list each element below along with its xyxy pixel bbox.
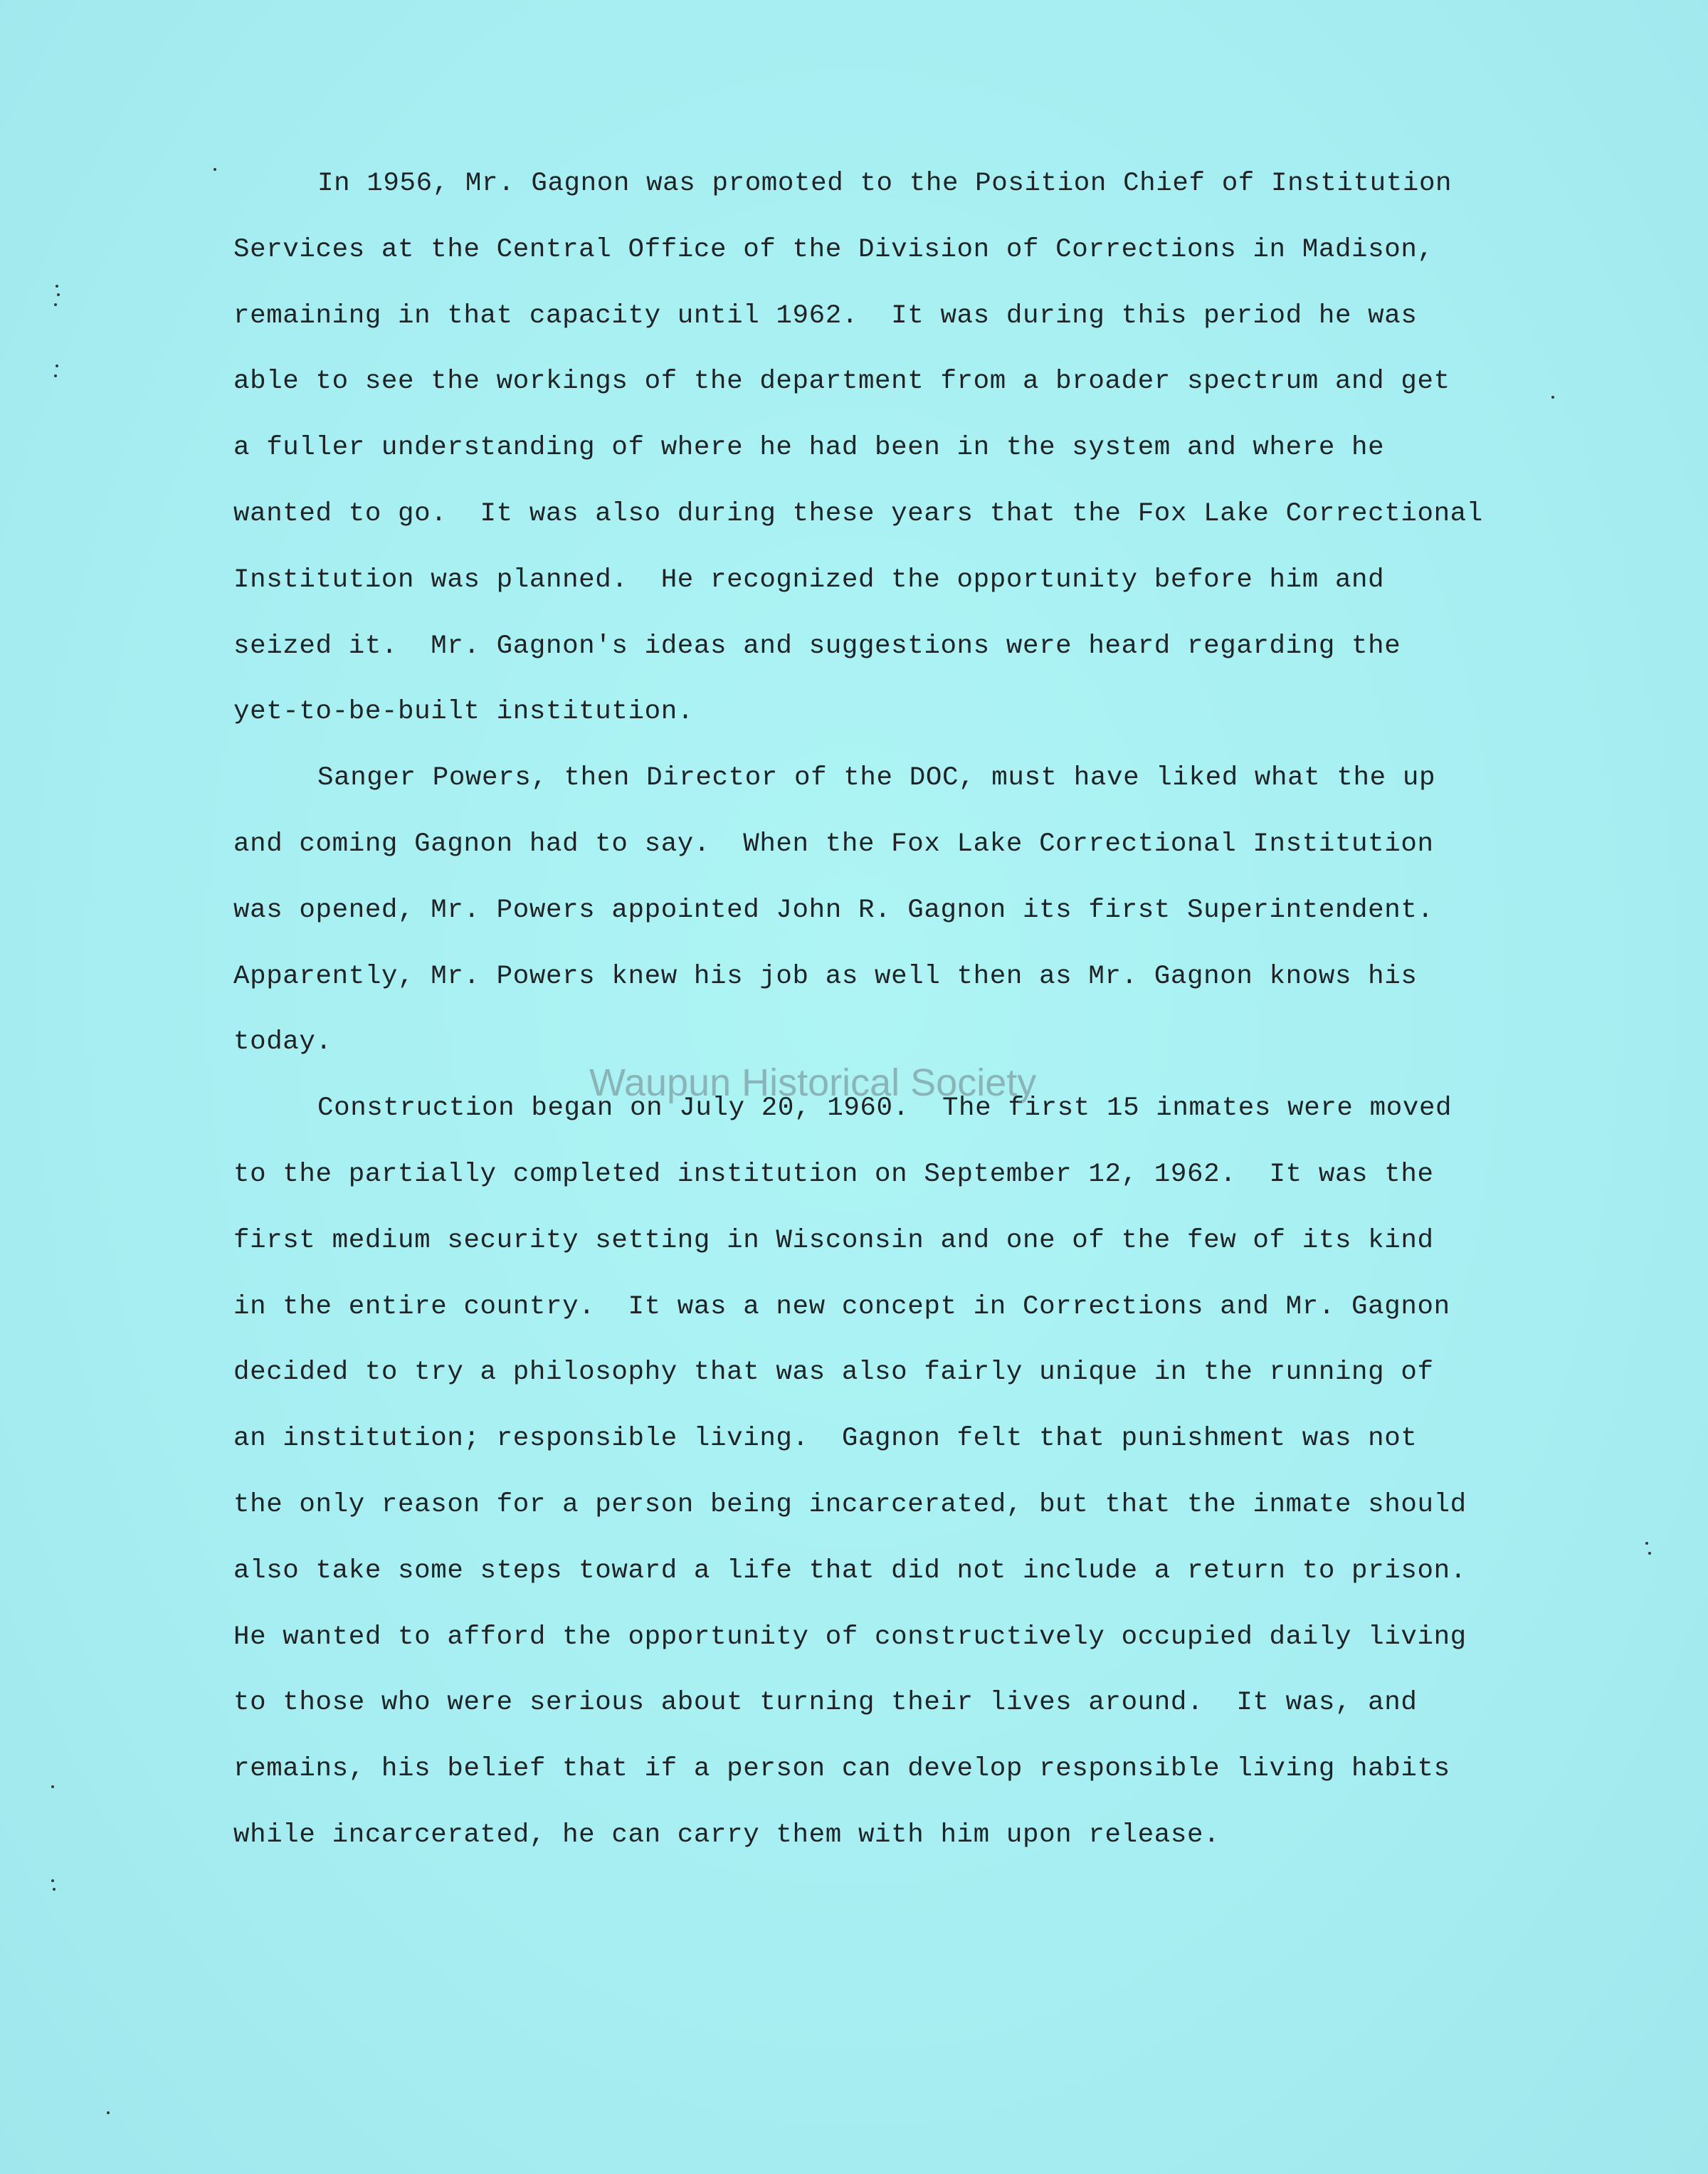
text-line: in the entire country. It was a new concept in Corrections and Mr. Gagnon [233,1291,1450,1322]
text-line: Apparently, Mr. Powers knew his job as well then as Mr. Gagnon knows his [233,961,1418,992]
text-line: was opened, Mr. Powers appointed John R. Gagnon its first Superintendent. [233,895,1434,925]
scan-speck [51,1785,54,1788]
text-line: Services at the Central Office of the Division of Corrections in Madison, [233,234,1434,265]
typed-text-body [233,151,1543,1869]
text-line: yet-to-be-built institution. [233,697,694,728]
scan-speck [54,303,57,306]
text-line: first medium security setting in Wisconsin and one of the few of its kind [233,1225,1434,1256]
text-line: while incarcerated, he can carry them with him upon release. [233,1819,1221,1850]
scan-speck [56,285,58,288]
scan-speck [54,374,57,377]
scan-speck [51,1879,54,1882]
scan-speck [107,2111,110,2114]
scan-speck [1551,396,1554,399]
text-line: wanted to go. It was also during these years that the Fox Lake Correctional [233,498,1483,529]
watermark: Waupun Historical Society [589,1061,1037,1104]
scan-speck [56,364,58,367]
text-line: Institution was planned. He recognized the opportunity before him and [233,564,1385,595]
text-line: seized it. Mr. Gagnon's ideas and suggestions were heard regarding the [233,631,1401,661]
text-line: He wanted to afford the opportunity of constructively occupied daily living [233,1622,1467,1652]
text-line: decided to try a philosophy that was also fairly unique in the running of [233,1358,1434,1388]
text-line: able to see the workings of the department from a broader spectrum and get [233,367,1450,397]
text-line: today. [233,1027,332,1058]
text-line: remains, his belief that if a person can develop responsible living habits [233,1754,1450,1785]
text-line: an institution; responsible living. Gagnon felt that punishment was not [233,1424,1418,1454]
scan-speck [53,1888,56,1891]
text-line: also take some steps toward a life that did not include a return to prison. [233,1555,1467,1586]
scan-speck [57,293,60,296]
text-line: Construction began on July 20, 1960. The first 15 inmates were moved [317,1093,1453,1124]
text-line: In 1956, Mr. Gagnon was promoted to the Position Chief of Institution [317,169,1453,199]
text-line: the only reason for a person being incarcerated, but that the inmate should [233,1489,1467,1520]
text-line: to those who were serious about turning their lives around. It was, and [233,1688,1418,1718]
scan-speck [1648,1552,1651,1555]
text-line: to the partially completed institution on September 12, 1962. It was the [233,1159,1434,1190]
text-line: a fuller understanding of where he had been in the system and where he [233,433,1385,463]
text-line: Sanger Powers, then Director of the DOC, must have liked what the up [317,763,1436,794]
scan-speck [214,168,216,171]
scan-speck [1645,1542,1648,1545]
text-line: remaining in that capacity until 1962. It was during this period he was [233,300,1418,331]
text-line: and coming Gagnon had to say. When the Fox Lake Correctional Institution [233,829,1434,859]
